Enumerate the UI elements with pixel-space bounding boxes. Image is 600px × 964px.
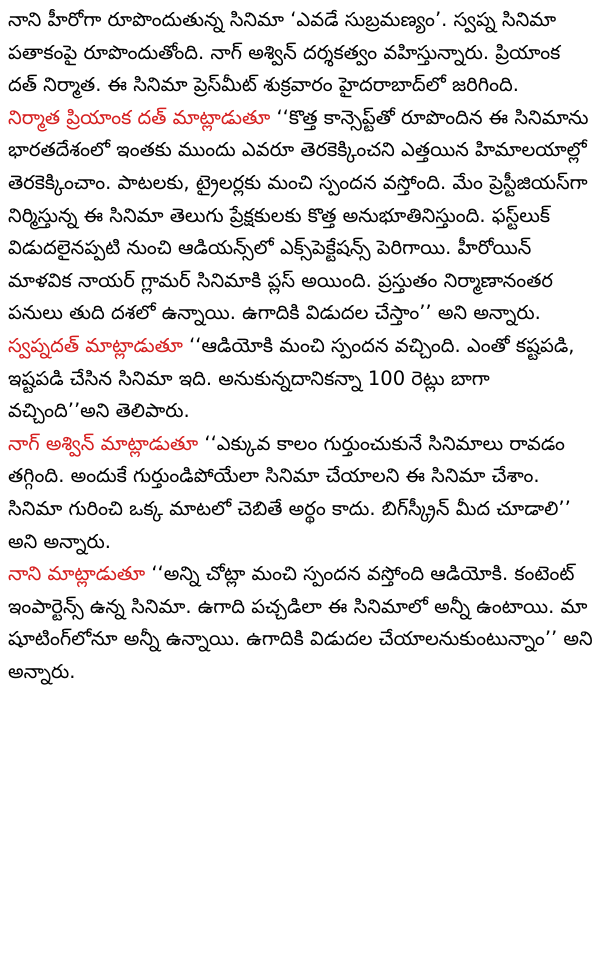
speaker-label-nani: నాని మాట్లాడుతూ bbox=[8, 562, 146, 586]
quote-text-nani: ‘‘అన్ని చోట్లా మంచి స్పందన వస్తోంది ఆడియోకి. కంటెంట్ ఇంపార్టెన్స్ ఉన్న సినిమా. ఉగాది పచ్చడిలా ఈ సినిమాలో అన్నీ ఉంటాయి. మా షూటింగ్‌లోనూ అన్నీ ఉన్నాయి. ఉగాదికి విడుదల చేయాలనుకుంటున్నాం’’ అని అన్నారు. bbox=[8, 562, 593, 683]
quote-paragraph-swapna bbox=[8, 330, 594, 428]
speaker-label-swapna: స్వప్నదత్ మాట్లాడుతూ bbox=[8, 333, 183, 357]
quote-paragraph-producer bbox=[8, 102, 594, 330]
quote-text-swapna: ‘‘ఆడియోకి మంచి స్పందన వచ్చింది. ఎంతో కష్టపడి, ఇష్టపడి చేసిన సినిమా ఇది. అనుకున్నదానికన్నా 100 రెట్లు బాగా వచ్చింది’’అని తెలిపారు. bbox=[8, 333, 575, 423]
quote-paragraph-director bbox=[8, 428, 594, 558]
quote-text-producer: ‘‘కొత్త కాన్సెప్ట్‌తో రూపొందిన ఈ సినిమాను భారతదేశంలో ఇంతకు ముందు ఎవరూ తెరకెక్కించని ఎత్తయిన హిమాలయాల్లో తెరకెక్కించాం. పాటలకు, ట్రైలర్లకు మంచి స్పందన వస్తోంది. మేం ప్రెస్టీజియస్‌గా నిర్మిస్తున్న ఈ సినిమా తెలుగు ప్రేక్షకులకు కొత్త అనుభూతినిస్తుంది. ఫస్ట్‌లుక్ విడుదలైనప్పటి నుంచి ఆడియన్స్‌లో ఎక్స్‌పెక్టేషన్స్ పెరిగాయి. హీరోయిన్ మాళవిక నాయర్ గ్లామర్ సినిమాకి ప్లస్ అయింది. ప్రస్తుతం నిర్మాణానంతర పనులు తుది దశలో ఉన్నాయి. ఉగాదికి విడుదల చేస్తాం’’ అని అన్నారు. bbox=[8, 105, 589, 325]
quote-paragraph-nani bbox=[8, 558, 594, 688]
speaker-label-director: నాగ్ అశ్విన్ మాట్లాడుతూ bbox=[8, 431, 199, 455]
intro-paragraph: నాని హీరోగా రూపొందుతున్న సినిమా ‘ఎవడే సుబ్రమణ్యం’. స్వప్న సినిమా పతాకంపై రూపొందుతోంది. నాగ్ అశ్విన్ దర్శకత్వం వహిస్తున్నారు. ప్రియాంక దత్ నిర్మాత. ఈ సినిమా ప్రెస్‌మీట్ శుక్రవారం హైదరాబాద్‌లో జరిగింది. bbox=[8, 8, 561, 97]
quote-text-director: ‘‘ఎక్కువ కాలం గుర్తుంచుకునే సినిమాలు రావడం తగ్గింది. అందుకే గుర్తుండిపోయేలా సినిమా చేయాలని ఈ సినిమా చేశాం. సినిమా గురించి ఒక్క మాటలో చెబితే అర్థం కాదు. బిగ్‌స్క్రీన్ మీద చూడాలి’’ అని అన్నారు. bbox=[8, 431, 571, 553]
speaker-label-producer: నిర్మాత ప్రియాంక దత్ మాట్లాడుతూ bbox=[8, 105, 271, 129]
